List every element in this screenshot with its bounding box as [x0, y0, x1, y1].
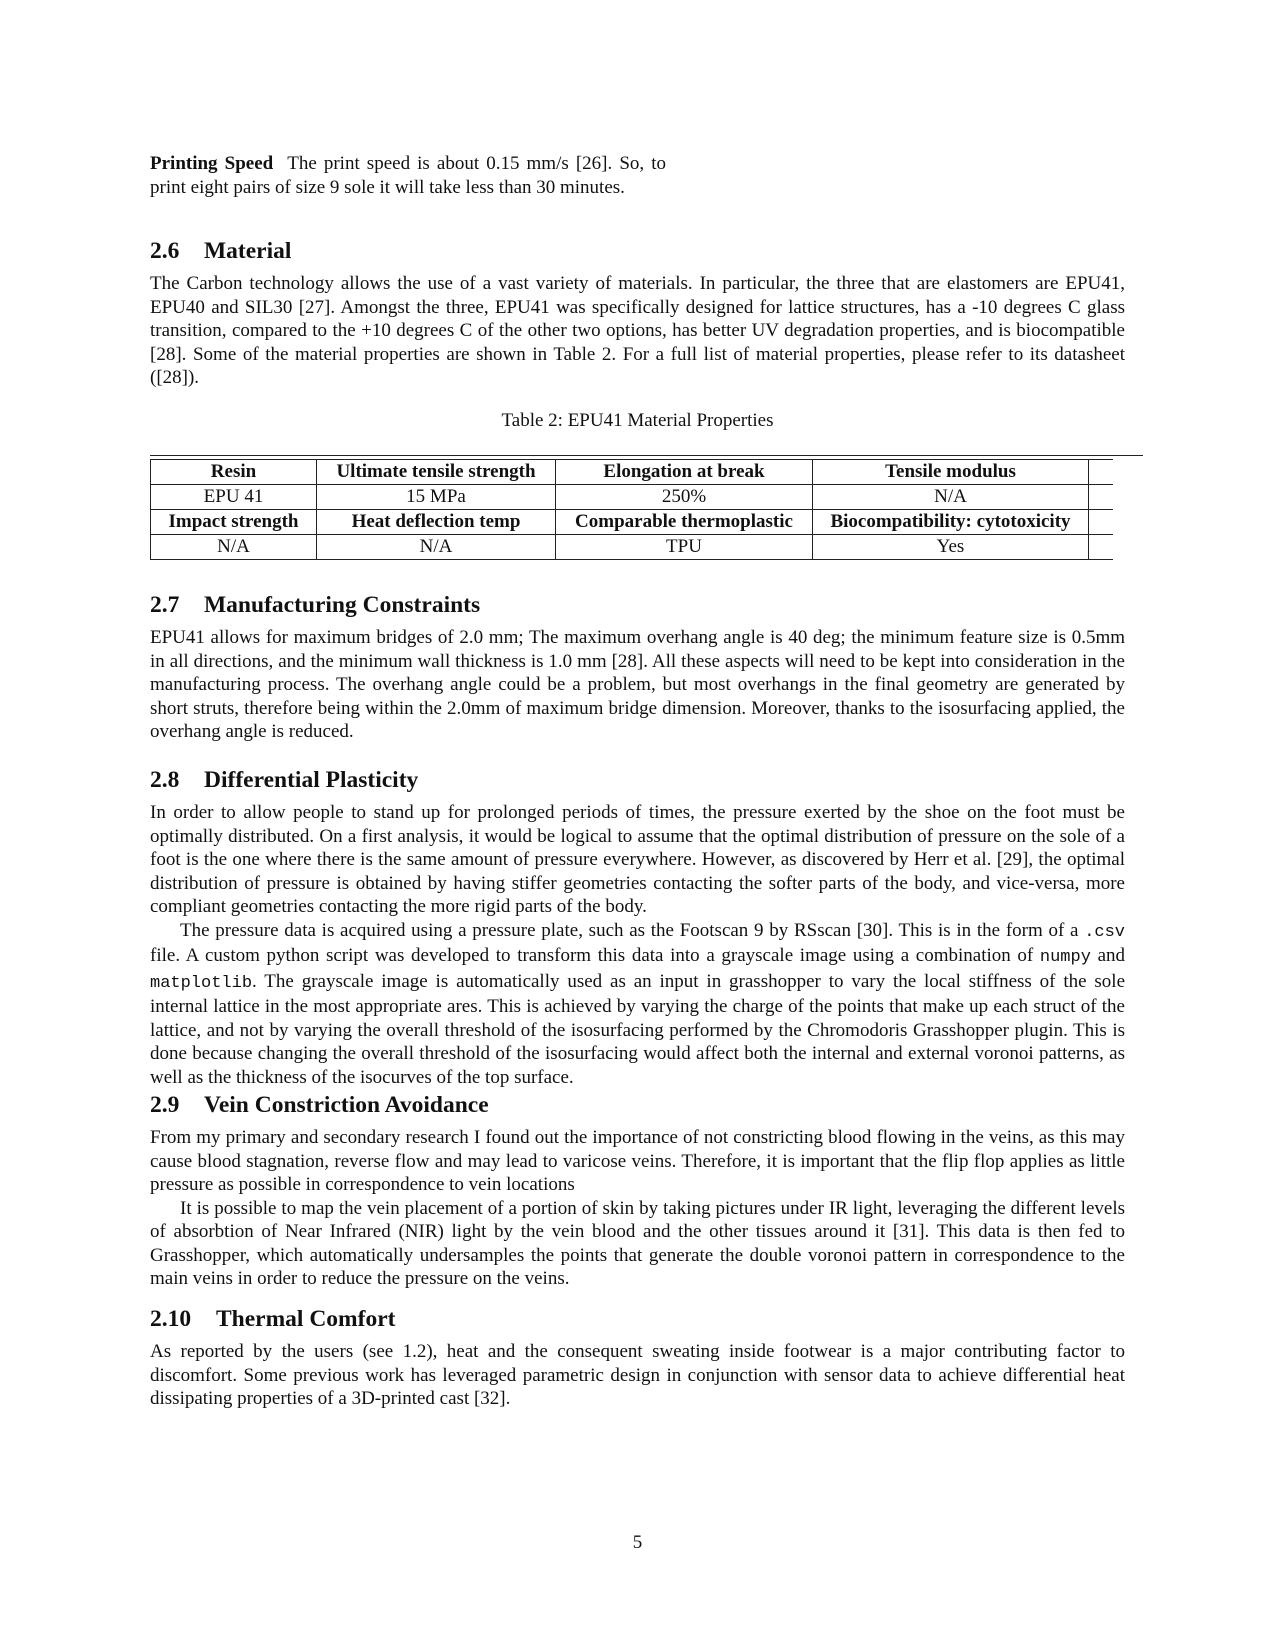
paragraph: The Carbon technology allows the use of a vast variety of materials. In particular, the three that are elastomers are EPU41, EPU40 and SIL30 [27]. Amongst the three, EPU41 was specifically designed for lattice structures, has a -10 degrees C glass transition, compared to the +10 degrees C of the other two options, has better UV degradation properties, and is biocompatible [28]. Some of the material properties are shown in Table 2. For a full list of material properties, please refer to its datasheet ([28]). [150, 273, 1125, 388]
table-cell: TPU [556, 535, 813, 560]
section-number: 2.9 [150, 1092, 180, 1118]
section-heading-material [150, 237, 291, 265]
paragraph: It is possible to map the vein placement of a portion of skin by taking pictures under IR light, leveraging the different levels of absorbtion of Near Infrared (NIR) light by the vein blood and the other tissues around it [31]. This data is then fed to Grasshopper, which automatically undersamples the points that generate the double voronoi pattern in correspondence to the main veins in order to reduce the pressure on the veins. [150, 1197, 1125, 1289]
paragraph: From my primary and secondary research I found out the importance of not constricting blood flowing in the veins, as this may cause blood stagnation, reverse flow and may lead to varicose veins. Therefore, it is important that the flip flop applies as little pressure as possible in correspondence to vein locations [150, 1127, 1125, 1195]
table-cell: 15 MPa [317, 485, 556, 510]
code-numpy: numpy [1039, 948, 1091, 967]
section-title: Material [204, 238, 292, 264]
differential-plasticity-body [150, 801, 1125, 1089]
manufacturing-body [150, 626, 1125, 744]
table-cell: Impact strength [151, 510, 317, 535]
paragraph-text: file. A custom python script was developed to transform this data into a grayscale image using a combination of [150, 945, 1040, 966]
code-csv: .csv [1084, 922, 1125, 942]
section-number: 2.8 [150, 767, 180, 793]
table-cell: EPU 41 [151, 485, 317, 510]
table-cell: Tensile modulus [813, 460, 1089, 485]
paragraph-text: . The grayscale image is automatically used as an input in grasshopper to vary the local stiffness of the sole internal lattice in the most appropriate ares. This is achieved by varying the charge of the points that make up each struct of the lattice, and not by varying the overall threshold of the isosurfacing performed by the Chromodoris Grasshopper plugin. This is done because changing the overall threshold of the isosurfacing would affect both the internal and external voronoi patterns, as well as the thickness of the isocurves of the top surface. [150, 970, 1125, 1088]
table-cell: Comparable thermoplastic [556, 510, 813, 535]
table-caption: Table 2: EPU41 Material Properties [501, 410, 774, 431]
table-top-rule [150, 455, 1143, 456]
table-cell: Heat deflection temp [317, 510, 556, 535]
table-cell: N/A [151, 535, 317, 560]
table-cell-empty [1089, 460, 1114, 485]
section-number: 2.7 [150, 592, 180, 618]
paragraph [150, 919, 1125, 1090]
paragraph-text: and [1090, 945, 1126, 966]
section-heading-thermal-comfort [150, 1305, 395, 1333]
table-cell: Biocompatibility: cytotoxicity [813, 510, 1089, 535]
paragraph-text: The pressure data is acquired using a pressure plate, such as the Footscan 9 by RSscan [30]. This is in the form of a [180, 919, 1085, 941]
paragraph: In order to allow people to stand up for prolonged periods of times, the pressure exerted by the shoe on the foot must be optimally distributed. On a first analysis, it would be logical to assume that the optimal distribution of pressure on the sole of a foot is the one where there is the same amount of pressure everywhere. However, as discovered by Herr et al. [29], the optimal distribution of pressure is obtained by having stiffer geometries contacting the softer parts of the body, and vice-versa, more compliant geometries contacting the more rigid parts of the body. [150, 802, 1125, 917]
printing-speed-text: The print speed is about 0.15 mm/s [26]. So, to print eight pairs of size 9 sole it will take less than 30 minutes. [150, 153, 666, 198]
table-cell-empty [1089, 510, 1114, 535]
section-title: Thermal Comfort [216, 1306, 396, 1332]
section-heading-vein-constriction [150, 1091, 489, 1119]
properties-grid [150, 459, 1113, 560]
section-number: 2.10 [150, 1306, 192, 1332]
paragraph: EPU41 allows for maximum bridges of 2.0 mm; The maximum overhang angle is 40 deg; the minimum feature size is 0.5mm in all directions, and the minimum wall thickness is 1.0 mm [28]. All these aspects will need to be kept into consideration in the manufacturing process. The overhang angle could be a problem, but most overhangs in the final geometry are generated by short struts, therefore being within the 2.0mm of maximum bridge dimension. Moreover, thanks to the isosurfacing applied, the overhang angle is reduced. [150, 627, 1125, 742]
table-cell-empty [1089, 485, 1114, 510]
table-cell: N/A [317, 535, 556, 560]
paragraph: As reported by the users (see 1.2), heat and the consequent sweating inside footwear is a major contributing factor to discomfort. Some previous work has leveraged parametric design in conjunction with sensor data to achieve differential heat dissipating properties of a 3D-printed cast [32]. [150, 1341, 1125, 1409]
printing-speed-label: Printing Speed [150, 153, 274, 174]
section-number: 2.6 [150, 238, 180, 264]
material-body [150, 272, 1125, 390]
table-row [151, 485, 1114, 510]
table-cell: Yes [813, 535, 1089, 560]
table-cell: N/A [813, 485, 1089, 510]
section-title: Manufacturing Constraints [204, 592, 481, 618]
table-row [151, 460, 1114, 485]
table-row [151, 510, 1114, 535]
vein-constriction-body [150, 1126, 1125, 1291]
table-row [151, 535, 1114, 560]
section-heading-manufacturing-constraints [150, 591, 480, 619]
table-cell: Elongation at break [556, 460, 813, 485]
table-cell: 250% [556, 485, 813, 510]
material-properties-table [150, 455, 1143, 560]
section-title: Vein Constriction Avoidance [204, 1092, 489, 1118]
section-title: Differential Plasticity [204, 767, 419, 793]
section-heading-differential-plasticity [150, 766, 418, 794]
printing-speed-paragraph [150, 152, 666, 199]
table-cell: Resin [151, 460, 317, 485]
thermal-comfort-body [150, 1340, 1125, 1411]
table-cell: Ultimate tensile strength [317, 460, 556, 485]
table-cell-empty [1089, 535, 1114, 560]
code-matplotlib: matplotlib [150, 973, 253, 993]
page-number: 5 [632, 1532, 643, 1553]
